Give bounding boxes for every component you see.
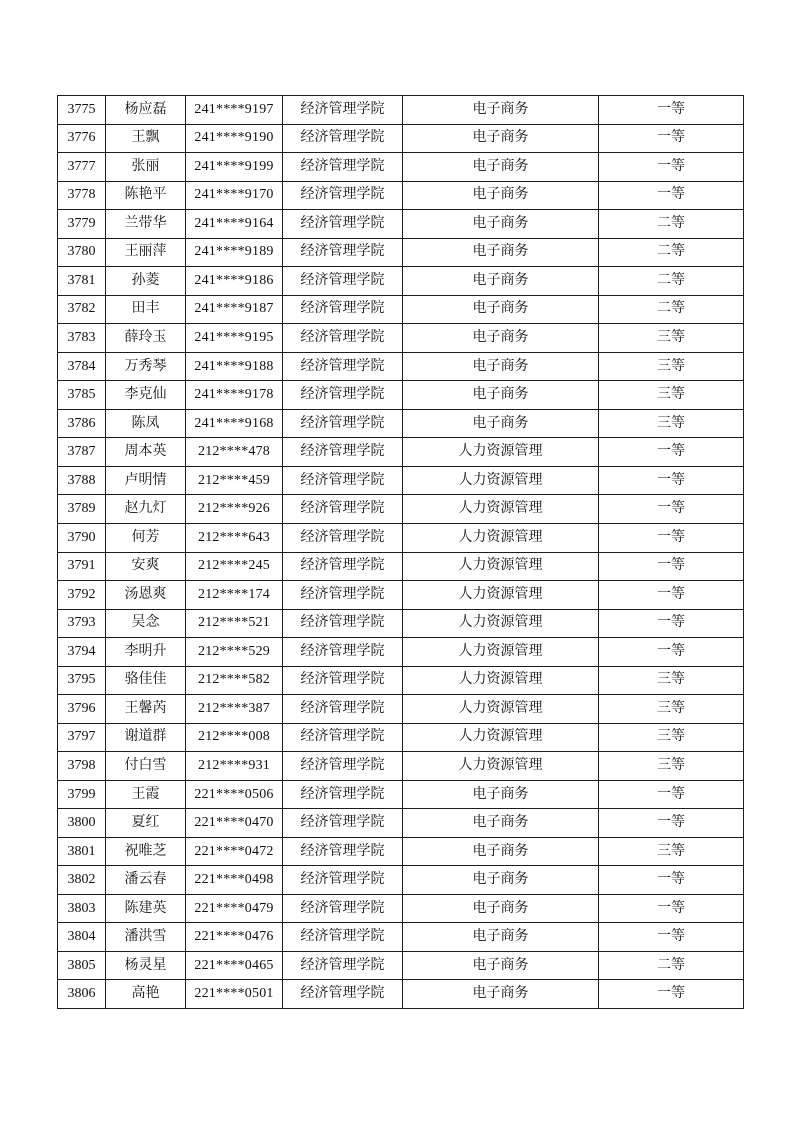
major-cell: 电子商务 — [403, 894, 599, 923]
table-row — [58, 210, 744, 239]
college-cell: 经济管理学院 — [283, 523, 403, 552]
major-cell: 人力资源管理 — [403, 495, 599, 524]
award-level-cell: 一等 — [599, 96, 744, 125]
masked-id-cell: 241****9188 — [186, 352, 283, 381]
award-level-cell: 一等 — [599, 466, 744, 495]
award-level-cell: 三等 — [599, 352, 744, 381]
masked-id-cell: 212****931 — [186, 752, 283, 781]
name-cell: 田丰 — [106, 295, 186, 324]
masked-id-cell: 241****9178 — [186, 381, 283, 410]
table-row — [58, 495, 744, 524]
major-cell: 人力资源管理 — [403, 666, 599, 695]
serial-cell: 3783 — [58, 324, 106, 353]
serial-cell: 3802 — [58, 866, 106, 895]
serial-cell: 3805 — [58, 951, 106, 980]
name-cell: 孙菱 — [106, 267, 186, 296]
award-level-cell: 一等 — [599, 523, 744, 552]
college-cell: 经济管理学院 — [283, 381, 403, 410]
name-cell: 杨应磊 — [106, 96, 186, 125]
major-cell: 电子商务 — [403, 951, 599, 980]
table-row — [58, 153, 744, 182]
name-cell: 汤恩爽 — [106, 581, 186, 610]
masked-id-cell: 241****9187 — [186, 295, 283, 324]
award-level-cell: 一等 — [599, 780, 744, 809]
masked-id-cell: 212****643 — [186, 523, 283, 552]
major-cell: 电子商务 — [403, 295, 599, 324]
serial-cell: 3795 — [58, 666, 106, 695]
college-cell: 经济管理学院 — [283, 124, 403, 153]
masked-id-cell: 212****008 — [186, 723, 283, 752]
name-cell: 薛玲玉 — [106, 324, 186, 353]
name-cell: 何芳 — [106, 523, 186, 552]
table-row — [58, 381, 744, 410]
name-cell: 杨灵星 — [106, 951, 186, 980]
masked-id-cell: 212****174 — [186, 581, 283, 610]
name-cell: 高艳 — [106, 980, 186, 1009]
name-cell: 李明升 — [106, 638, 186, 667]
table-row — [58, 552, 744, 581]
college-cell: 经济管理学院 — [283, 581, 403, 610]
table-row — [58, 980, 744, 1009]
name-cell: 吴念 — [106, 609, 186, 638]
major-cell: 电子商务 — [403, 809, 599, 838]
name-cell: 付白雪 — [106, 752, 186, 781]
name-cell: 潘云春 — [106, 866, 186, 895]
award-level-cell: 一等 — [599, 923, 744, 952]
serial-cell: 3800 — [58, 809, 106, 838]
name-cell: 周本英 — [106, 438, 186, 467]
major-cell: 人力资源管理 — [403, 438, 599, 467]
serial-cell: 3794 — [58, 638, 106, 667]
award-level-cell: 二等 — [599, 295, 744, 324]
award-level-cell: 一等 — [599, 609, 744, 638]
table-row — [58, 695, 744, 724]
serial-cell: 3775 — [58, 96, 106, 125]
college-cell: 经济管理学院 — [283, 324, 403, 353]
name-cell: 王霞 — [106, 780, 186, 809]
table-row — [58, 267, 744, 296]
major-cell: 电子商务 — [403, 352, 599, 381]
award-level-cell: 一等 — [599, 638, 744, 667]
serial-cell: 3797 — [58, 723, 106, 752]
name-cell: 卢明情 — [106, 466, 186, 495]
table-row — [58, 238, 744, 267]
serial-cell: 3793 — [58, 609, 106, 638]
major-cell: 电子商务 — [403, 181, 599, 210]
major-cell: 人力资源管理 — [403, 609, 599, 638]
major-cell: 电子商务 — [403, 153, 599, 182]
serial-cell: 3776 — [58, 124, 106, 153]
major-cell: 电子商务 — [403, 124, 599, 153]
college-cell: 经济管理学院 — [283, 210, 403, 239]
name-cell: 祝唯芝 — [106, 837, 186, 866]
award-level-cell: 一等 — [599, 181, 744, 210]
masked-id-cell: 212****387 — [186, 695, 283, 724]
college-cell: 经济管理学院 — [283, 181, 403, 210]
serial-cell: 3791 — [58, 552, 106, 581]
table-row — [58, 837, 744, 866]
table-row — [58, 780, 744, 809]
major-cell: 电子商务 — [403, 96, 599, 125]
masked-id-cell: 241****9190 — [186, 124, 283, 153]
award-level-cell: 二等 — [599, 951, 744, 980]
name-cell: 王馨芮 — [106, 695, 186, 724]
table-row — [58, 723, 744, 752]
masked-id-cell: 221****0476 — [186, 923, 283, 952]
major-cell: 人力资源管理 — [403, 695, 599, 724]
award-level-cell: 一等 — [599, 894, 744, 923]
college-cell: 经济管理学院 — [283, 96, 403, 125]
masked-id-cell: 241****9197 — [186, 96, 283, 125]
college-cell: 经济管理学院 — [283, 552, 403, 581]
name-cell: 陈艳平 — [106, 181, 186, 210]
award-level-cell: 一等 — [599, 581, 744, 610]
college-cell: 经济管理学院 — [283, 923, 403, 952]
college-cell: 经济管理学院 — [283, 153, 403, 182]
serial-cell: 3799 — [58, 780, 106, 809]
table-row — [58, 352, 744, 381]
table-row — [58, 466, 744, 495]
award-level-cell: 三等 — [599, 723, 744, 752]
masked-id-cell: 241****9195 — [186, 324, 283, 353]
masked-id-cell: 221****0470 — [186, 809, 283, 838]
major-cell: 电子商务 — [403, 267, 599, 296]
name-cell: 陈凤 — [106, 409, 186, 438]
college-cell: 经济管理学院 — [283, 638, 403, 667]
serial-cell: 3803 — [58, 894, 106, 923]
major-cell: 电子商务 — [403, 324, 599, 353]
college-cell: 经济管理学院 — [283, 666, 403, 695]
award-level-cell: 三等 — [599, 409, 744, 438]
award-level-cell: 三等 — [599, 752, 744, 781]
masked-id-cell: 212****245 — [186, 552, 283, 581]
major-cell: 电子商务 — [403, 837, 599, 866]
serial-cell: 3788 — [58, 466, 106, 495]
college-cell: 经济管理学院 — [283, 352, 403, 381]
serial-cell: 3778 — [58, 181, 106, 210]
college-cell: 经济管理学院 — [283, 866, 403, 895]
award-level-cell: 一等 — [599, 980, 744, 1009]
award-level-cell: 一等 — [599, 809, 744, 838]
table-row — [58, 638, 744, 667]
awards-table — [57, 95, 744, 1009]
name-cell: 兰带华 — [106, 210, 186, 239]
masked-id-cell: 221****0501 — [186, 980, 283, 1009]
name-cell: 潘洪雪 — [106, 923, 186, 952]
masked-id-cell: 221****0479 — [186, 894, 283, 923]
major-cell: 人力资源管理 — [403, 552, 599, 581]
college-cell: 经济管理学院 — [283, 609, 403, 638]
award-level-cell: 一等 — [599, 438, 744, 467]
serial-cell: 3804 — [58, 923, 106, 952]
table-row — [58, 523, 744, 552]
award-level-cell: 三等 — [599, 695, 744, 724]
award-level-cell: 一等 — [599, 153, 744, 182]
table-row — [58, 581, 744, 610]
serial-cell: 3792 — [58, 581, 106, 610]
major-cell: 电子商务 — [403, 923, 599, 952]
awards-table-body — [58, 96, 744, 1009]
masked-id-cell: 221****0465 — [186, 951, 283, 980]
masked-id-cell: 241****9199 — [186, 153, 283, 182]
table-row — [58, 894, 744, 923]
name-cell: 夏红 — [106, 809, 186, 838]
college-cell: 经济管理学院 — [283, 894, 403, 923]
award-level-cell: 一等 — [599, 866, 744, 895]
serial-cell: 3781 — [58, 267, 106, 296]
table-row — [58, 438, 744, 467]
major-cell: 电子商务 — [403, 210, 599, 239]
college-cell: 经济管理学院 — [283, 951, 403, 980]
masked-id-cell: 221****0506 — [186, 780, 283, 809]
serial-cell: 3784 — [58, 352, 106, 381]
serial-cell: 3798 — [58, 752, 106, 781]
award-level-cell: 一等 — [599, 495, 744, 524]
college-cell: 经济管理学院 — [283, 723, 403, 752]
award-level-cell: 一等 — [599, 124, 744, 153]
award-level-cell: 二等 — [599, 210, 744, 239]
college-cell: 经济管理学院 — [283, 837, 403, 866]
serial-cell: 3796 — [58, 695, 106, 724]
masked-id-cell: 212****529 — [186, 638, 283, 667]
masked-id-cell: 241****9170 — [186, 181, 283, 210]
serial-cell: 3779 — [58, 210, 106, 239]
serial-cell: 3785 — [58, 381, 106, 410]
major-cell: 人力资源管理 — [403, 581, 599, 610]
serial-cell: 3806 — [58, 980, 106, 1009]
table-row — [58, 181, 744, 210]
major-cell: 人力资源管理 — [403, 466, 599, 495]
name-cell: 陈建英 — [106, 894, 186, 923]
award-level-cell: 一等 — [599, 552, 744, 581]
table-row — [58, 951, 744, 980]
table-row — [58, 295, 744, 324]
masked-id-cell: 221****0498 — [186, 866, 283, 895]
name-cell: 赵九灯 — [106, 495, 186, 524]
college-cell: 经济管理学院 — [283, 438, 403, 467]
table-row — [58, 124, 744, 153]
masked-id-cell: 212****926 — [186, 495, 283, 524]
serial-cell: 3786 — [58, 409, 106, 438]
major-cell: 人力资源管理 — [403, 752, 599, 781]
award-level-cell: 三等 — [599, 324, 744, 353]
table-row — [58, 923, 744, 952]
college-cell: 经济管理学院 — [283, 980, 403, 1009]
college-cell: 经济管理学院 — [283, 238, 403, 267]
masked-id-cell: 212****582 — [186, 666, 283, 695]
masked-id-cell: 241****9168 — [186, 409, 283, 438]
masked-id-cell: 212****521 — [186, 609, 283, 638]
major-cell: 电子商务 — [403, 866, 599, 895]
masked-id-cell: 241****9164 — [186, 210, 283, 239]
award-level-cell: 二等 — [599, 267, 744, 296]
college-cell: 经济管理学院 — [283, 809, 403, 838]
name-cell: 骆佳佳 — [106, 666, 186, 695]
masked-id-cell: 241****9186 — [186, 267, 283, 296]
name-cell: 谢道群 — [106, 723, 186, 752]
serial-cell: 3782 — [58, 295, 106, 324]
name-cell: 王飘 — [106, 124, 186, 153]
table-row — [58, 809, 744, 838]
college-cell: 经济管理学院 — [283, 752, 403, 781]
college-cell: 经济管理学院 — [283, 409, 403, 438]
college-cell: 经济管理学院 — [283, 295, 403, 324]
name-cell: 张丽 — [106, 153, 186, 182]
table-row — [58, 609, 744, 638]
major-cell: 电子商务 — [403, 980, 599, 1009]
college-cell: 经济管理学院 — [283, 495, 403, 524]
masked-id-cell: 221****0472 — [186, 837, 283, 866]
serial-cell: 3801 — [58, 837, 106, 866]
college-cell: 经济管理学院 — [283, 267, 403, 296]
major-cell: 电子商务 — [403, 409, 599, 438]
major-cell: 人力资源管理 — [403, 523, 599, 552]
table-row — [58, 324, 744, 353]
name-cell: 李克仙 — [106, 381, 186, 410]
name-cell: 王丽萍 — [106, 238, 186, 267]
college-cell: 经济管理学院 — [283, 780, 403, 809]
masked-id-cell: 212****459 — [186, 466, 283, 495]
serial-cell: 3789 — [58, 495, 106, 524]
serial-cell: 3777 — [58, 153, 106, 182]
award-level-cell: 二等 — [599, 238, 744, 267]
serial-cell: 3790 — [58, 523, 106, 552]
table-row — [58, 96, 744, 125]
table-row — [58, 409, 744, 438]
masked-id-cell: 212****478 — [186, 438, 283, 467]
college-cell: 经济管理学院 — [283, 695, 403, 724]
major-cell: 人力资源管理 — [403, 638, 599, 667]
serial-cell: 3780 — [58, 238, 106, 267]
serial-cell: 3787 — [58, 438, 106, 467]
award-level-cell: 三等 — [599, 381, 744, 410]
name-cell: 安爽 — [106, 552, 186, 581]
major-cell: 人力资源管理 — [403, 723, 599, 752]
award-level-cell: 三等 — [599, 837, 744, 866]
major-cell: 电子商务 — [403, 238, 599, 267]
masked-id-cell: 241****9189 — [186, 238, 283, 267]
major-cell: 电子商务 — [403, 381, 599, 410]
major-cell: 电子商务 — [403, 780, 599, 809]
name-cell: 万秀琴 — [106, 352, 186, 381]
table-row — [58, 666, 744, 695]
award-level-cell: 三等 — [599, 666, 744, 695]
table-row — [58, 866, 744, 895]
college-cell: 经济管理学院 — [283, 466, 403, 495]
table-row — [58, 752, 744, 781]
